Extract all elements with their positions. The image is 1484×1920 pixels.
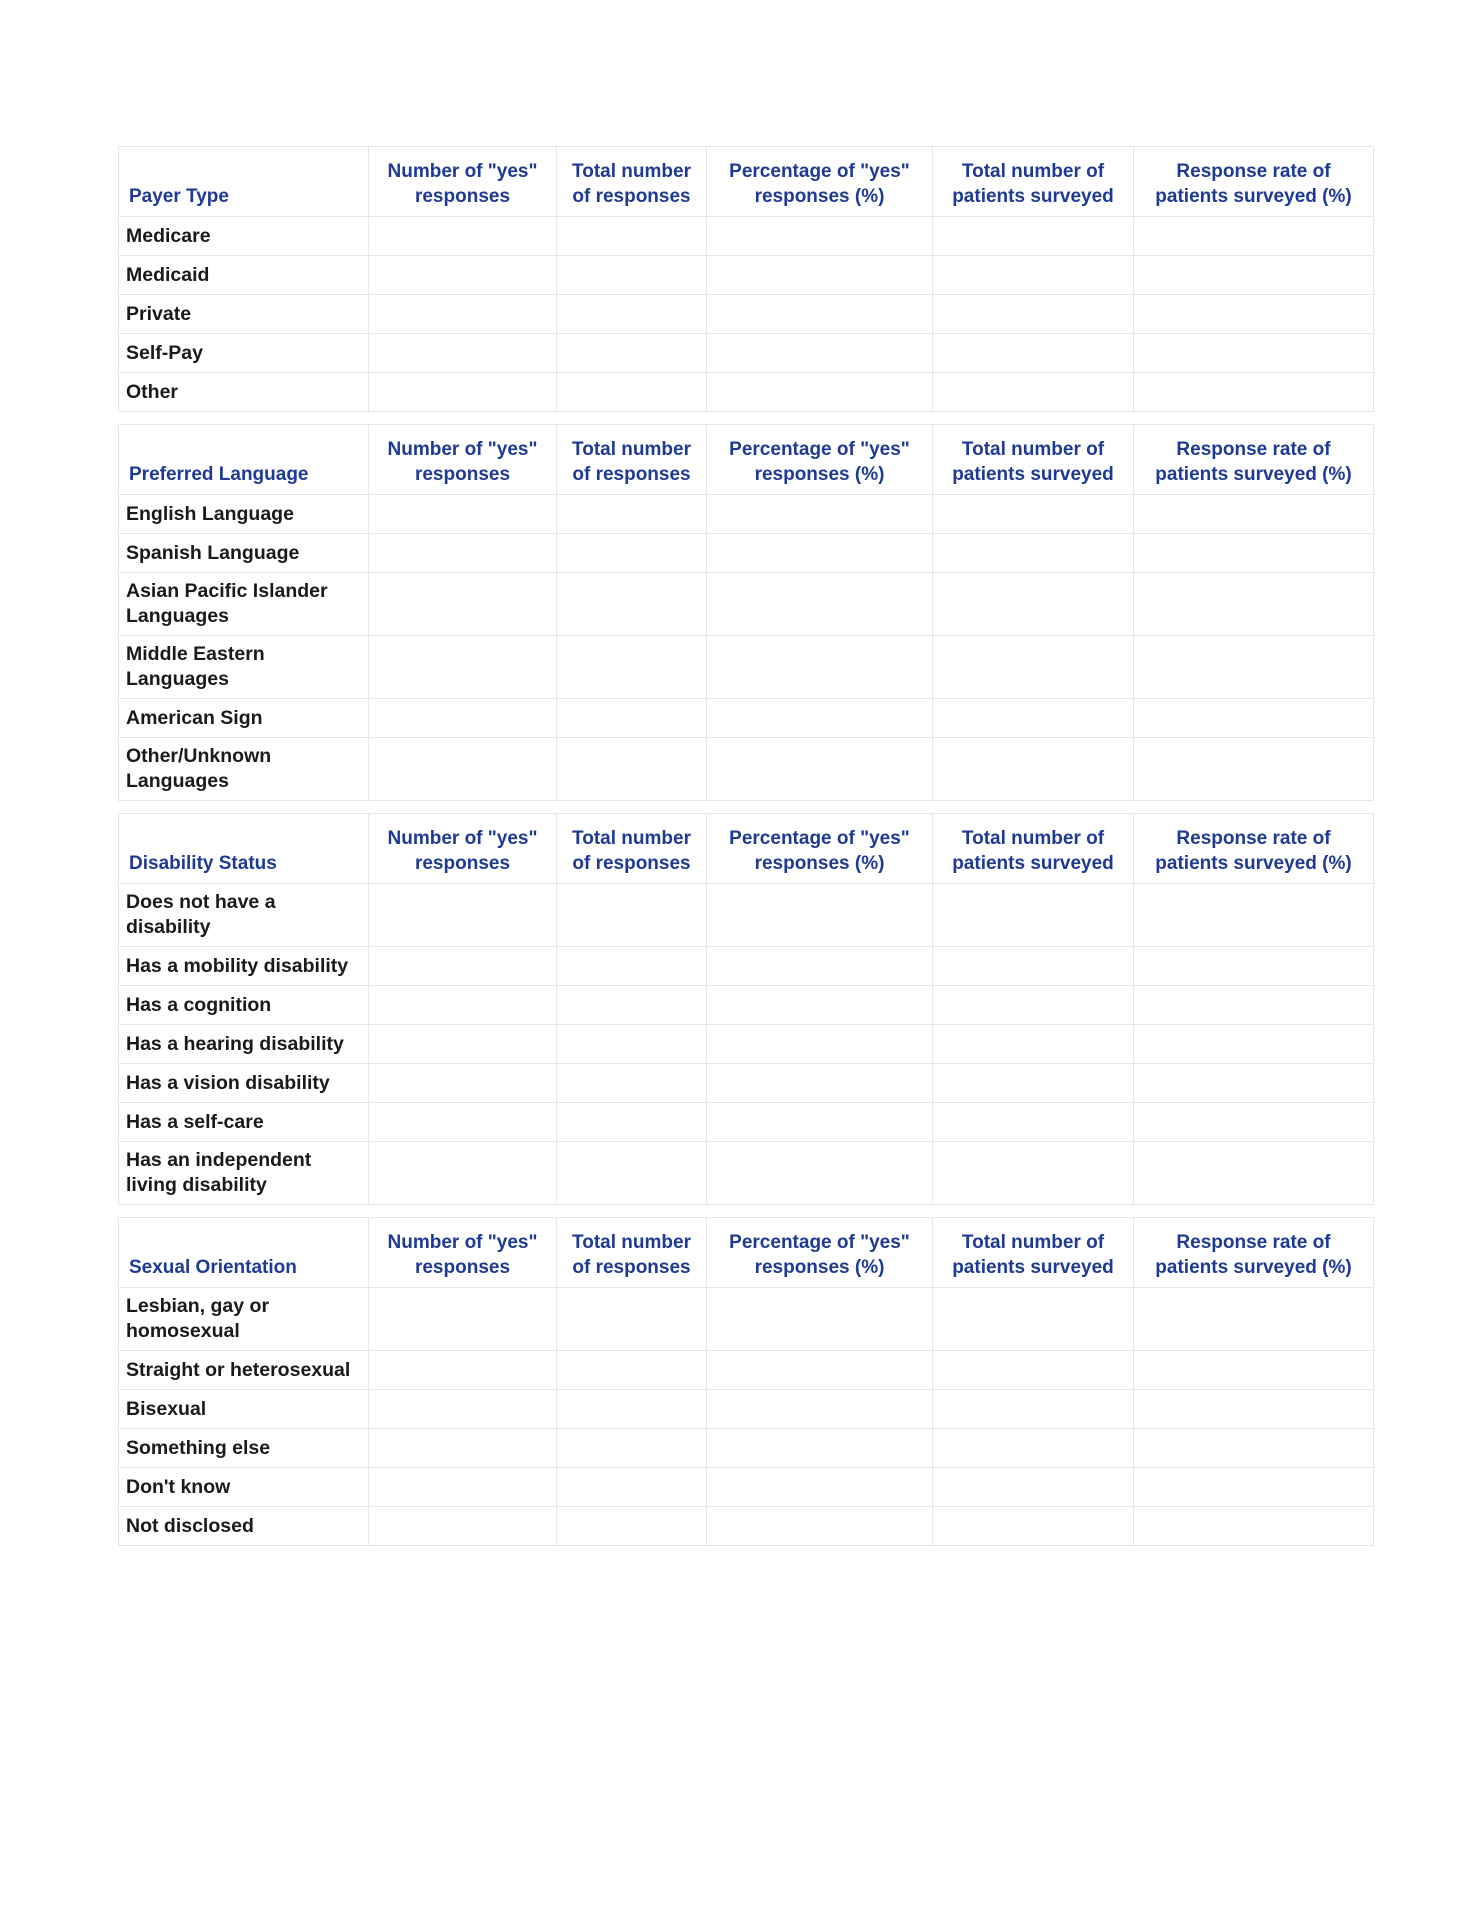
table-cell[interactable] — [707, 1390, 933, 1429]
table-cell[interactable] — [1134, 334, 1374, 373]
table-row — [119, 1103, 1374, 1142]
table-cell[interactable] — [1134, 256, 1374, 295]
row-label: Medicaid — [119, 256, 369, 295]
table-row — [119, 334, 1374, 373]
table-cell[interactable] — [707, 295, 933, 334]
table-cell[interactable] — [1134, 495, 1374, 534]
table-cell[interactable] — [369, 947, 557, 986]
table-cell[interactable] — [557, 636, 707, 699]
table-cell[interactable] — [707, 1468, 933, 1507]
row-label: Has an independent living disability — [119, 1142, 369, 1205]
table-cell[interactable] — [933, 884, 1134, 947]
table-cell[interactable] — [1134, 947, 1374, 986]
table-cell[interactable] — [369, 256, 557, 295]
table-row — [119, 1351, 1374, 1390]
table-row — [119, 573, 1374, 636]
table-cell[interactable] — [557, 947, 707, 986]
column-header-patients-surveyed: Total number of patients surveyed — [933, 814, 1134, 884]
row-label: Has a cognition — [119, 986, 369, 1025]
table-cell[interactable] — [933, 947, 1134, 986]
table-cell[interactable] — [933, 217, 1134, 256]
table-cell[interactable] — [369, 1390, 557, 1429]
column-header-patients-surveyed: Total number of patients surveyed — [933, 147, 1134, 217]
table-cell[interactable] — [557, 1103, 707, 1142]
table-cell[interactable] — [1134, 1142, 1374, 1205]
table-cell[interactable] — [1134, 373, 1374, 412]
table-cell[interactable] — [557, 1468, 707, 1507]
table-cell[interactable] — [369, 636, 557, 699]
table-cell[interactable] — [1134, 534, 1374, 573]
row-label: Middle Eastern Languages — [119, 636, 369, 699]
table-cell[interactable] — [1134, 1288, 1374, 1351]
column-header-yes-percentage: Percentage of "yes" responses (%) — [707, 425, 933, 495]
table-cell[interactable] — [707, 1351, 933, 1390]
row-label: Don't know — [119, 1468, 369, 1507]
table-cell[interactable] — [557, 1507, 707, 1546]
table-cell[interactable] — [557, 1429, 707, 1468]
table-cell[interactable] — [369, 1025, 557, 1064]
table-row — [119, 636, 1374, 699]
column-header-yes-count: Number of "yes" responses — [369, 425, 557, 495]
table-row — [119, 1064, 1374, 1103]
table-cell[interactable] — [557, 884, 707, 947]
table-cell[interactable] — [933, 295, 1134, 334]
row-label: Other/Unknown Languages — [119, 738, 369, 801]
table-header-row — [119, 1218, 1374, 1288]
table-row — [119, 373, 1374, 412]
table-row — [119, 217, 1374, 256]
table-cell[interactable] — [557, 1142, 707, 1205]
table-cell[interactable] — [557, 1064, 707, 1103]
table-cell[interactable] — [707, 1288, 933, 1351]
section-title: Sexual Orientation — [119, 1218, 369, 1288]
table-cell[interactable] — [557, 699, 707, 738]
table-row — [119, 1468, 1374, 1507]
table-row — [119, 295, 1374, 334]
row-label: Has a mobility disability — [119, 947, 369, 986]
table-cell[interactable] — [1134, 1390, 1374, 1429]
table-cell[interactable] — [707, 1025, 933, 1064]
row-label: Self-Pay — [119, 334, 369, 373]
column-header-patients-surveyed: Total number of patients surveyed — [933, 425, 1134, 495]
column-header-total-responses: Total number of responses — [557, 425, 707, 495]
row-label: Something else — [119, 1429, 369, 1468]
table-cell[interactable] — [707, 947, 933, 986]
table-cell[interactable] — [707, 256, 933, 295]
table-cell[interactable] — [707, 884, 933, 947]
table-cell[interactable] — [933, 1103, 1134, 1142]
table-cell[interactable] — [933, 636, 1134, 699]
table-row — [119, 495, 1374, 534]
table-cell[interactable] — [933, 1429, 1134, 1468]
table-cell[interactable] — [707, 1142, 933, 1205]
table-header-row — [119, 814, 1374, 884]
table-cell[interactable] — [1134, 1507, 1374, 1546]
table-cell[interactable] — [1134, 1468, 1374, 1507]
table-row — [119, 986, 1374, 1025]
table-cell[interactable] — [1134, 1351, 1374, 1390]
table-cell[interactable] — [557, 534, 707, 573]
payer-type-table — [118, 146, 1374, 412]
table-row — [119, 947, 1374, 986]
table-row — [119, 699, 1374, 738]
table-cell[interactable] — [557, 256, 707, 295]
table-cell[interactable] — [369, 217, 557, 256]
table-row — [119, 884, 1374, 947]
table-cell[interactable] — [707, 1507, 933, 1546]
table-cell[interactable] — [707, 1103, 933, 1142]
row-label: English Language — [119, 495, 369, 534]
table-cell[interactable] — [369, 573, 557, 636]
table-cell[interactable] — [707, 334, 933, 373]
table-cell[interactable] — [1134, 573, 1374, 636]
column-header-response-rate: Response rate of patients surveyed (%) — [1134, 425, 1374, 495]
table-cell[interactable] — [1134, 738, 1374, 801]
table-cell[interactable] — [933, 1288, 1134, 1351]
section-title: Disability Status — [119, 814, 369, 884]
table-cell[interactable] — [933, 495, 1134, 534]
table-cell[interactable] — [1134, 1429, 1374, 1468]
table-cell[interactable] — [557, 1025, 707, 1064]
table-row — [119, 1507, 1374, 1546]
table-cell[interactable] — [933, 334, 1134, 373]
table-cell[interactable] — [933, 738, 1134, 801]
table-cell[interactable] — [557, 373, 707, 412]
table-cell[interactable] — [1134, 699, 1374, 738]
table-cell[interactable] — [369, 334, 557, 373]
row-label: Has a self-care — [119, 1103, 369, 1142]
column-header-total-responses: Total number of responses — [557, 814, 707, 884]
table-cell[interactable] — [369, 1288, 557, 1351]
column-header-patients-surveyed: Total number of patients surveyed — [933, 1218, 1134, 1288]
table-cell[interactable] — [707, 573, 933, 636]
table-cell[interactable] — [707, 1429, 933, 1468]
preferred-language-table — [118, 424, 1374, 801]
table-cell[interactable] — [369, 1507, 557, 1546]
table-cell[interactable] — [557, 1288, 707, 1351]
row-label: Has a hearing disability — [119, 1025, 369, 1064]
table-cell[interactable] — [557, 217, 707, 256]
table-cell[interactable] — [557, 495, 707, 534]
table-cell[interactable] — [707, 217, 933, 256]
column-header-response-rate: Response rate of patients surveyed (%) — [1134, 814, 1374, 884]
table-cell[interactable] — [707, 1064, 933, 1103]
column-header-total-responses: Total number of responses — [557, 1218, 707, 1288]
table-cell[interactable] — [369, 373, 557, 412]
table-header-row — [119, 425, 1374, 495]
table-cell[interactable] — [933, 573, 1134, 636]
row-label: Other — [119, 373, 369, 412]
table-cell[interactable] — [557, 986, 707, 1025]
row-label: Spanish Language — [119, 534, 369, 573]
table-cell[interactable] — [1134, 1064, 1374, 1103]
table-cell[interactable] — [1134, 217, 1374, 256]
column-header-response-rate: Response rate of patients surveyed (%) — [1134, 1218, 1374, 1288]
table-cell[interactable] — [1134, 884, 1374, 947]
row-label: Bisexual — [119, 1390, 369, 1429]
column-header-response-rate: Response rate of patients surveyed (%) — [1134, 147, 1374, 217]
table-cell[interactable] — [369, 884, 557, 947]
table-row — [119, 1429, 1374, 1468]
section-title: Preferred Language — [119, 425, 369, 495]
table-cell[interactable] — [707, 373, 933, 412]
table-cell[interactable] — [933, 1064, 1134, 1103]
table-cell[interactable] — [369, 295, 557, 334]
table-row — [119, 256, 1374, 295]
table-cell[interactable] — [369, 534, 557, 573]
sexual-orientation-table — [118, 1217, 1374, 1546]
table-cell[interactable] — [557, 1390, 707, 1429]
table-cell[interactable] — [933, 699, 1134, 738]
column-header-yes-count: Number of "yes" responses — [369, 814, 557, 884]
column-header-yes-percentage: Percentage of "yes" responses (%) — [707, 1218, 933, 1288]
table-row — [119, 1288, 1374, 1351]
table-cell[interactable] — [933, 534, 1134, 573]
table-cell[interactable] — [933, 1142, 1134, 1205]
table-cell[interactable] — [933, 256, 1134, 295]
column-header-yes-percentage: Percentage of "yes" responses (%) — [707, 147, 933, 217]
report-page — [118, 146, 1373, 1558]
table-cell[interactable] — [557, 295, 707, 334]
table-cell[interactable] — [707, 495, 933, 534]
table-header-row — [119, 147, 1374, 217]
row-label: Straight or heterosexual — [119, 1351, 369, 1390]
table-cell[interactable] — [707, 534, 933, 573]
table-row — [119, 1390, 1374, 1429]
table-cell[interactable] — [933, 1468, 1134, 1507]
table-row — [119, 1142, 1374, 1205]
table-cell[interactable] — [707, 738, 933, 801]
column-header-yes-count: Number of "yes" responses — [369, 147, 557, 217]
table-cell[interactable] — [933, 1507, 1134, 1546]
row-label: Asian Pacific Islander Languages — [119, 573, 369, 636]
table-cell[interactable] — [557, 334, 707, 373]
row-label: Not disclosed — [119, 1507, 369, 1546]
table-cell[interactable] — [369, 699, 557, 738]
table-cell[interactable] — [1134, 1103, 1374, 1142]
table-row — [119, 534, 1374, 573]
disability-status-table — [118, 813, 1374, 1205]
table-cell[interactable] — [557, 738, 707, 801]
table-cell[interactable] — [1134, 986, 1374, 1025]
table-cell[interactable] — [369, 738, 557, 801]
table-cell[interactable] — [707, 699, 933, 738]
row-label: Has a vision disability — [119, 1064, 369, 1103]
table-cell[interactable] — [369, 1468, 557, 1507]
row-label: American Sign — [119, 699, 369, 738]
table-cell[interactable] — [369, 1351, 557, 1390]
table-cell[interactable] — [933, 373, 1134, 412]
column-header-total-responses: Total number of responses — [557, 147, 707, 217]
table-cell[interactable] — [369, 1429, 557, 1468]
table-cell[interactable] — [933, 1351, 1134, 1390]
table-row — [119, 1025, 1374, 1064]
table-cell[interactable] — [369, 495, 557, 534]
table-cell[interactable] — [707, 986, 933, 1025]
row-label: Does not have a disability — [119, 884, 369, 947]
section-title: Payer Type — [119, 147, 369, 217]
table-cell[interactable] — [369, 986, 557, 1025]
row-label: Lesbian, gay or homosexual — [119, 1288, 369, 1351]
table-cell[interactable] — [933, 1390, 1134, 1429]
table-cell[interactable] — [933, 1025, 1134, 1064]
row-label: Medicare — [119, 217, 369, 256]
table-cell[interactable] — [707, 636, 933, 699]
table-cell[interactable] — [557, 573, 707, 636]
table-cell[interactable] — [369, 1103, 557, 1142]
table-cell[interactable] — [557, 1351, 707, 1390]
table-cell[interactable] — [1134, 636, 1374, 699]
table-row — [119, 738, 1374, 801]
row-label: Private — [119, 295, 369, 334]
table-cell[interactable] — [1134, 295, 1374, 334]
table-cell[interactable] — [369, 1142, 557, 1205]
table-cell[interactable] — [933, 986, 1134, 1025]
table-cell[interactable] — [369, 1064, 557, 1103]
column-header-yes-count: Number of "yes" responses — [369, 1218, 557, 1288]
column-header-yes-percentage: Percentage of "yes" responses (%) — [707, 814, 933, 884]
table-cell[interactable] — [1134, 1025, 1374, 1064]
